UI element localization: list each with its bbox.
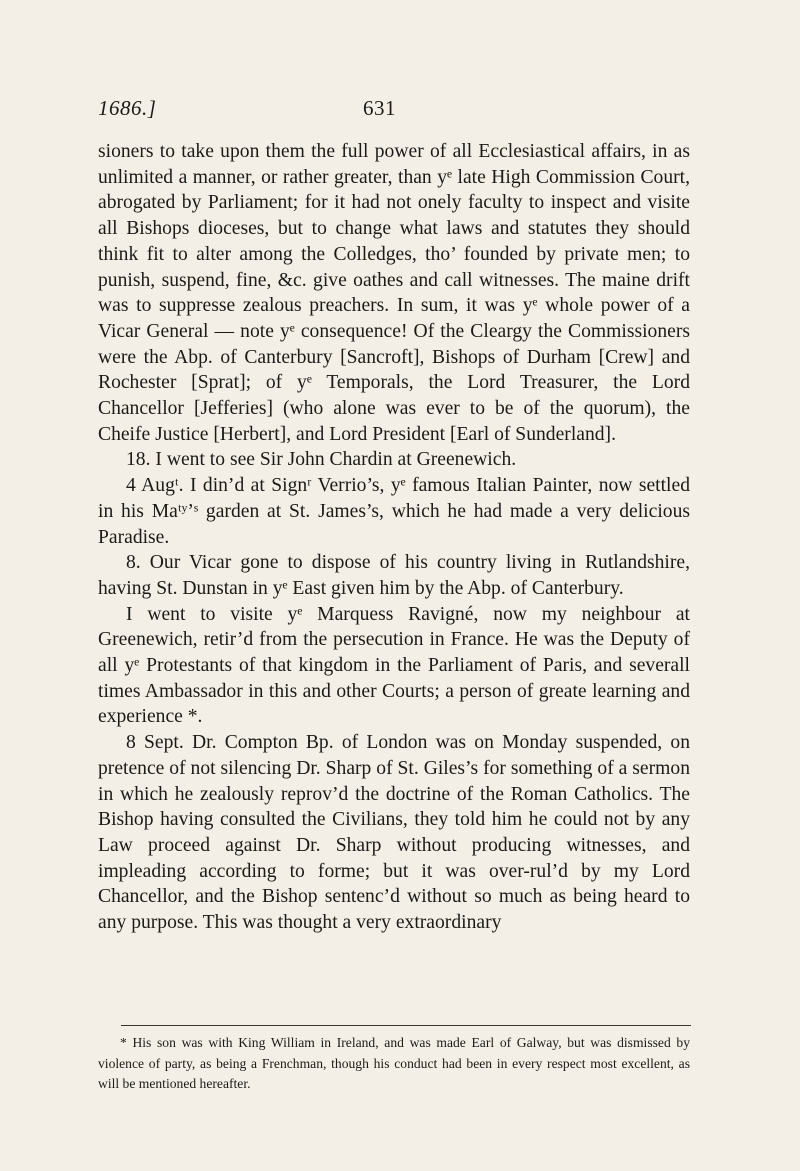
paragraph-entry: 8 Sept. Dr. Compton Bp. of London was on Monday suspended, on pretence of not silencing Dr. Sharp of St. Giles’s for something of a sermon in which he zealously reprov’d the doctrine of the Roman Catholics. The Bishop having consulted the Civilians, they told him he could not by any Law proceed against Dr. Sharp without producing witnesses, and impleading according to forme; but it was over-rul’d by my Lord Chancellor, and the Bishop sentenc’d without so much as being heard to any purpose. This was thought a very extraordinary <box>98 732 690 934</box>
header-year: 1686.] <box>98 96 157 120</box>
paragraph-entry: 4 Augᵗ. I din’d at Signʳ Verrio’s, yᵉ famous Italian Painter, now settled in his Maᵗʸ’ˢ garden at St. James’s, which he had made a very delicious Paradise. <box>98 475 690 548</box>
paragraph-entry: 18. I went to see Sir John Chardin at Greenewich. <box>126 449 517 471</box>
body-text <box>98 139 690 936</box>
page-number: 631 <box>363 96 396 120</box>
paragraph-continued: sioners to take upon them the full power of all Ecclesiastical affairs, in as unlimited a manner, or rather greater, than yᵉ late High Commission Court, abrogated by Parliament; for it had not onely faculty to inspect and visite all Bishops dioceses, but to change what laws and statutes they should think fit to alter among the Colledges, tho’ founded by private men; to punish, suspend, fine, &c. give oathes and call witnesses. The maine drift was to suppresse zealous preachers. In sum, it was yᵉ whole power of a Vicar General — note yᵉ consequence! Of the Cleargy the Commissioners were the Abp. of Canterbury [Sancroft], Bishops of Durham [Crew] and Rochester [Sprat]; of yᵉ Temporals, the Lord Treasurer, the Lord Chancellor [Jefferies] (who alone was ever to be of the quorum), the Cheife Justice [Herbert], and Lord President [Earl of Sunderland]. <box>98 141 690 445</box>
paragraph-entry: 8. Our Vicar gone to dispose of his country living in Rutlandshire, having St. Dunstan in yᵉ East given him by the Abp. of Canterbury. <box>98 552 690 599</box>
paragraph-entry: I went to visite yᵉ Marquess Ravigné, now my neighbour at Greenewich, retir’d from the persecution in France. He was the Deputy of all yᵉ Protestants of that kingdom in the Parliament of Paris, and severall times Ambassador in this and other Courts; a person of greate learning and experience *. <box>98 603 690 728</box>
footnote: * His son was with King William in Ireland, and was made Earl of Galway, but was dismissed by violence of party, as being a Frenchman, though his conduct had been in every respect most excellent, as will be mentioned hereafter. <box>98 1035 690 1091</box>
running-head <box>98 96 688 126</box>
footnote-rule <box>121 1025 691 1026</box>
